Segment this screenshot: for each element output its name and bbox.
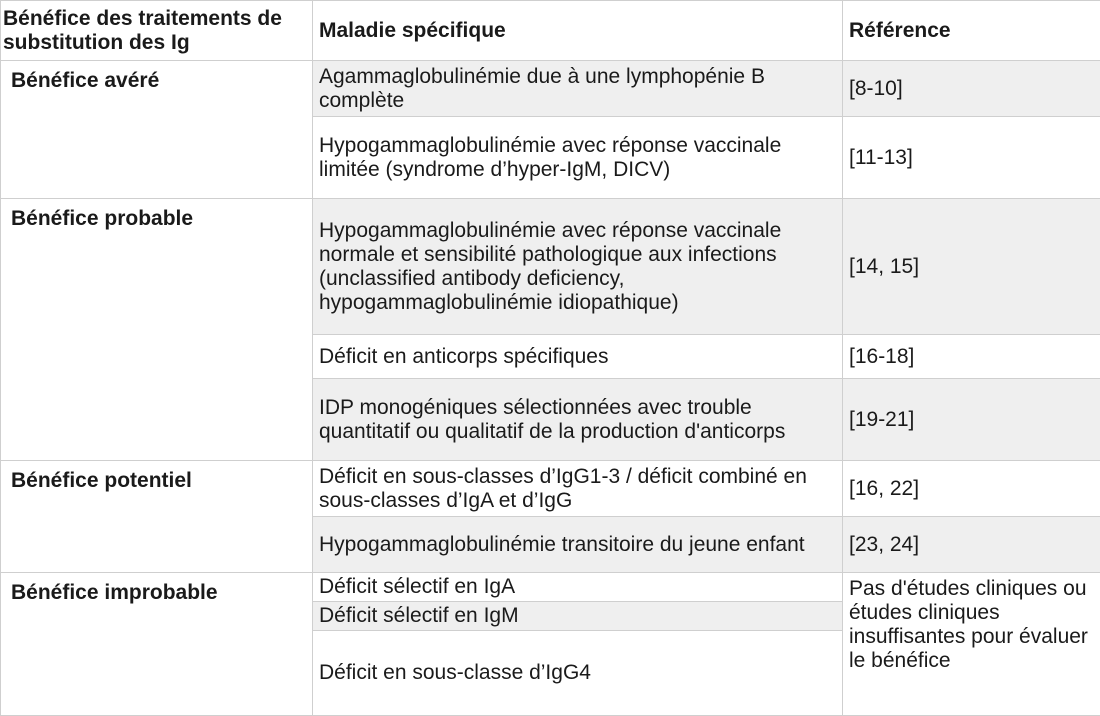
header-disease: Maladie spécifique bbox=[313, 1, 843, 61]
reference-cell: [19-21] bbox=[843, 379, 1100, 461]
disease-cell: IDP monogéniques sélectionnées avec trouble quantitatif ou qualitatif de la production d'anticorps bbox=[313, 379, 843, 461]
disease-cell: Déficit en sous-classe d’IgG4 bbox=[313, 631, 843, 716]
disease-cell: Hypogammaglobulinémie transitoire du jeune enfant bbox=[313, 517, 843, 573]
reference-cell: [23, 24] bbox=[843, 517, 1100, 573]
header-benefit: Bénéfice des traitements de substitution des Ig bbox=[1, 1, 313, 61]
disease-cell: Hypogammaglobulinémie avec réponse vaccinale normale et sensibilité pathologique aux infections (unclassified antibody deficiency, hypogammaglobulinémie idiopathique) bbox=[313, 199, 843, 335]
disease-cell: Hypogammaglobulinémie avec réponse vaccinale limitée (syndrome d’hyper-IgM, DICV) bbox=[313, 117, 843, 199]
reference-cell-shared: Pas d'études cliniques ou études cliniques insuffisantes pour évaluer le bénéfice bbox=[843, 573, 1100, 716]
table-row bbox=[1, 199, 1100, 335]
table-row bbox=[1, 61, 1100, 117]
table-row bbox=[1, 461, 1100, 517]
disease-cell: Déficit sélectif en IgM bbox=[313, 602, 843, 631]
reference-cell: [16-18] bbox=[843, 335, 1100, 379]
disease-cell: Déficit sélectif en IgA bbox=[313, 573, 843, 602]
disease-cell: Déficit en sous-classes d’IgG1-3 / déficit combiné en sous-classes d’IgA et d’IgG bbox=[313, 461, 843, 517]
table-row bbox=[1, 573, 1100, 602]
reference-cell: [14, 15] bbox=[843, 199, 1100, 335]
reference-cell: [16, 22] bbox=[843, 461, 1100, 517]
reference-cell: [11-13] bbox=[843, 117, 1100, 199]
disease-cell: Déficit en anticorps spécifiques bbox=[313, 335, 843, 379]
category-cell: Bénéfice improbable bbox=[1, 573, 313, 716]
category-cell: Bénéfice probable bbox=[1, 199, 313, 461]
category-cell: Bénéfice potentiel bbox=[1, 461, 313, 573]
category-cell: Bénéfice avéré bbox=[1, 61, 313, 199]
reference-cell: [8-10] bbox=[843, 61, 1100, 117]
header-reference: Référence bbox=[843, 1, 1100, 61]
disease-cell: Agammaglobulinémie due à une lymphopénie B complète bbox=[313, 61, 843, 117]
header-row bbox=[1, 1, 1100, 61]
